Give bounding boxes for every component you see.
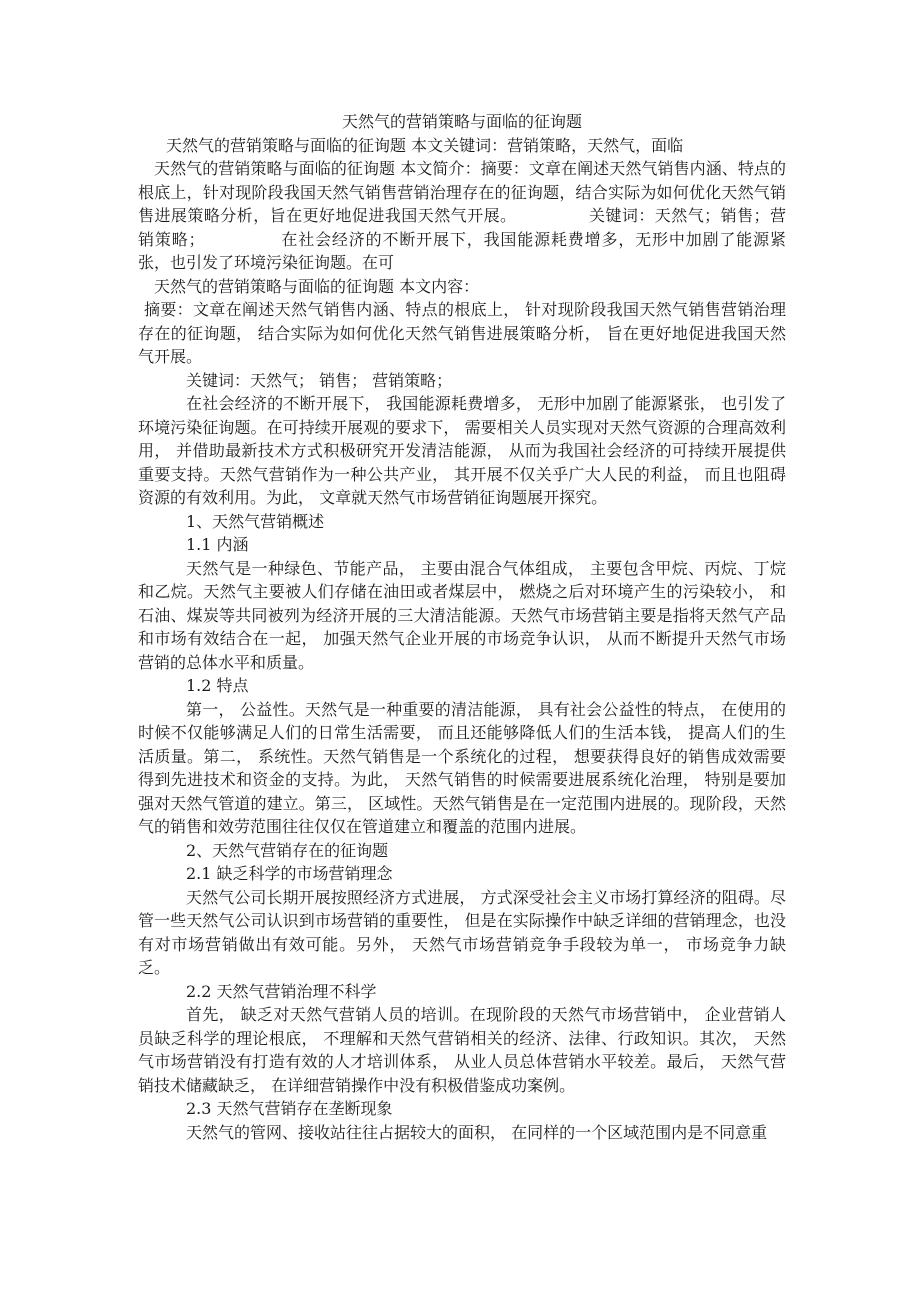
paragraph-2-3: 天然气的管网、接收站往往占据较大的面积， 在同样的一个区域范围内是不同意重	[186, 1122, 768, 1142]
heading-1: 1、天然气营销概述	[186, 511, 325, 531]
content-line: 天然气的营销策略与面临的征询题 本文内容：	[154, 276, 480, 296]
heading-2-1: 2.1 缺乏科学的市场营销理念	[186, 864, 393, 883]
paragraph-1-2: 第一， 公益性。天然气是一种重要的清洁能源， 具有社会公益性的特点， 在使用的时候不仅能够满足人们的日常生活需要， 而且还能够降低人们的生活本钱， 提高人们的生活质量。第二， 系统性。天然气销售是一个系统化的过程， 想要获得良好的销售成效需要得到先进技术和资金的支持。为此， 天然气销售的时候需要进展系统化治理， 特别是要加强对天然气管道的建立。第三， 区域性。天然气销售是在一定范围内进展的。现阶段，天然气的销售和效劳范围往往仅仅在管道建立和覆盖的范围内进展。	[138, 699, 786, 836]
intro-summary-c: 在社会经济的不断开展下，我国能源耗费增多，无形中加剧了能源紧张，也引发了环境污染征询题。在可	[138, 229, 786, 272]
intro-summary-b: 关键词：天然气；销售；营销策略；	[138, 206, 786, 249]
heading-2-3: 2.3 天然气营销存在垄断现象	[186, 1099, 393, 1118]
heading-1-1: 1.1 内涵	[186, 535, 249, 554]
paragraph-intro: 在社会经济的不断开展下， 我国能源耗费增多， 无形中加剧了能源紧张， 也引发了环境污染征询题。在可持续开展观的要求下， 需要相关人员实现对天然气资源的合理高效利用， 并借助最新技术方式积极研究开发清洁能源， 从而为我国社会经济的可持续开展提供重要支持。天然气营销作为一种公共产业， 其开展不仅关乎广大人民的利益， 而且也阻碍资源的有效利用。为此， 文章就天然气市场营销征询题展开探究。	[138, 394, 786, 507]
document-page	[138, 110, 786, 1144]
intro-keywords-line: 天然气的营销策略与面临的征询题 本文关键词：营销策略，天然气，面临	[166, 135, 684, 155]
intro-summary	[138, 157, 786, 275]
heading-2-2: 2.2 天然气营销治理不科学	[186, 981, 377, 1001]
paragraph-2-2: 首先， 缺乏对天然气营销人员的培训。在现阶段的天然气市场营销中， 企业营销人员缺乏科学的理论根底， 不理解和天然气营销相关的经济、法律、行政知识。其次， 天然气市场营销没有打造有效的人才培训体系， 从业人员总体营销水平较差。最后， 天然气营销技术储藏缺乏， 在详细营销操作中没有积极借鉴成功案例。	[138, 1005, 786, 1095]
paragraph-2-1: 天然气公司长期开展按照经济方式进展， 方式深受社会主义市场打算经济的阻碍。尽管一些天然气公司认识到市场营销的重要性， 但是在实际操作中缺乏详细的营销理念，也没有对市场营销做出有效可能。另外， 天然气市场营销竞争手段较为单一， 市场竞争力缺乏。	[138, 887, 786, 977]
intro-summary-a: 天然气的营销策略与面临的征询题 本文简介：摘要：文章在阐述天然气销售内涵、特点的根底上，针对现阶段我国天然气销售营销治理存在的征询题，结合实际为如何优化天然气销售进展策略分析，旨在更好地促进我国天然气开展。	[138, 159, 786, 225]
heading-2: 2、天然气营销存在的征询题	[186, 840, 389, 860]
abstract: 摘要：文章在阐述天然气销售内涵、特点的根底上， 针对现阶段我国天然气销售营销治理存在的征询题， 结合实际为如何优化天然气销售进展策略分析， 旨在更好地促进我国天然气开展。	[138, 300, 786, 366]
keywords: 关键词：天然气； 销售； 营销策略；	[186, 370, 453, 390]
document-title: 天然气的营销策略与面临的征询题	[341, 112, 582, 131]
heading-1-2: 1.2 特点	[186, 676, 249, 695]
paragraph-1-1: 天然气是一种绿色、节能产品， 主要由混合气体组成， 主要包含甲烷、丙烷、丁烷和乙烷。天然气主要被人们存储在油田或者煤层中， 燃烧之后对环境产生的污染较小， 和石油、煤炭等共同被列为经济开展的三大清洁能源。天然气市场营销主要是指将天然气产品和市场有效结合在一起， 加强天然气企业开展的市场竞争认识， 从而不断提升天然气市场营销的总体水平和质量。	[138, 558, 786, 672]
